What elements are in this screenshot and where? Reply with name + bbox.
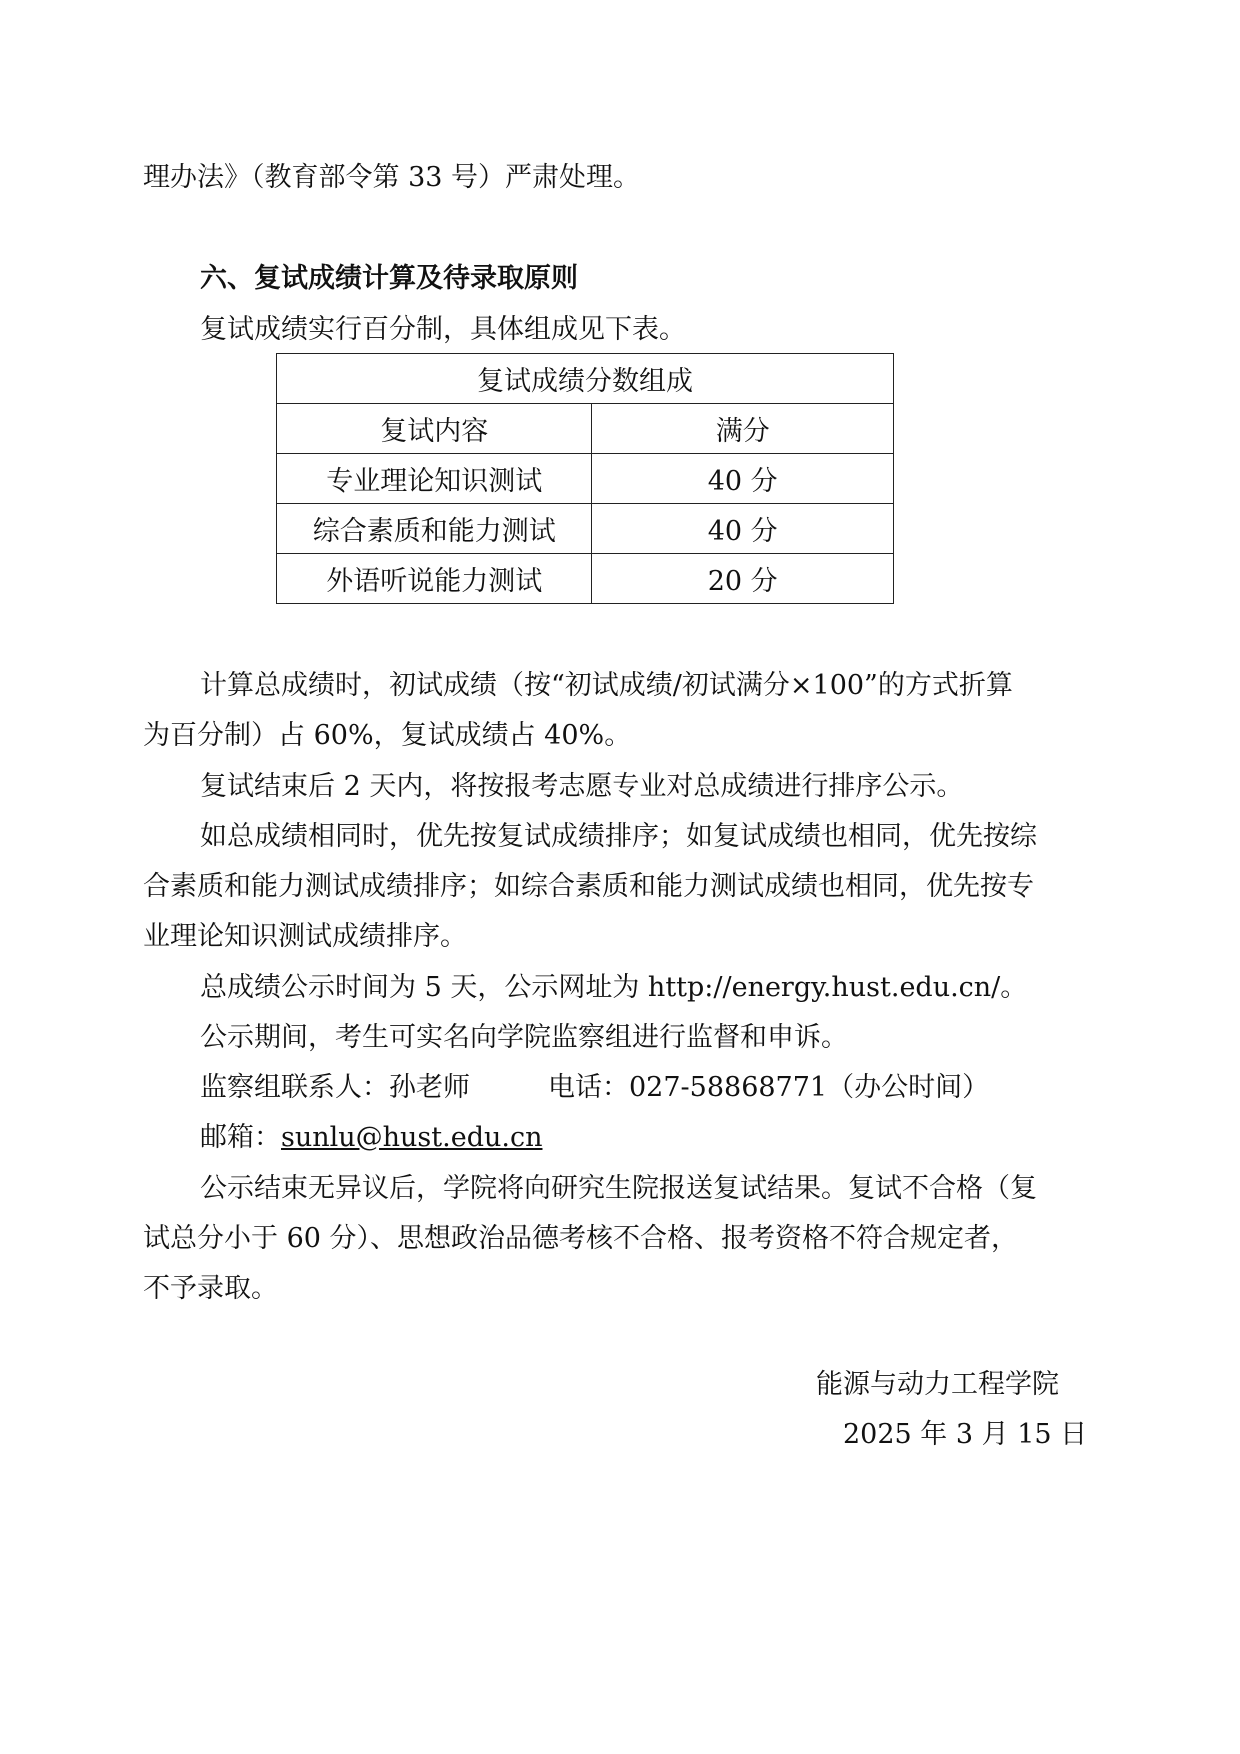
signature-org: 能源与动力工程学院 [816,1369,1059,1400]
row-content: 外语听说能力测试 [277,554,592,604]
contact-person: 监察组联系人：孙老师 [200,1072,470,1103]
contact-phone: 电话：027-58868771（办公时间） [548,1072,990,1103]
email-link[interactable]: sunlu@hust.edu.cn [281,1122,543,1153]
table-row [277,504,894,554]
row-score: 40 分 [592,504,894,554]
paragraph-continuation: 理办法》（教育部令第 33 号）严肃处理。 [143,162,641,193]
paragraph-admission: 公示结束无异议后，学院将向研究生院报送复试结果。复试不合格（复 [200,1173,1037,1204]
signature-date: 2025 年 3 月 15 日 [843,1419,1088,1450]
header-full-score: 满分 [592,404,894,454]
row-score: 40 分 [592,454,894,504]
table-row [277,554,894,604]
header-content: 复试内容 [277,404,592,454]
email-line [200,1120,542,1156]
paragraph-score-calc: 计算总成绩时，初试成绩（按“初试成绩/初试满分×100”的方式折算 [200,670,1013,701]
email-label: 邮箱： [200,1122,281,1153]
section-heading: 六、复试成绩计算及待录取原则 [200,263,578,294]
paragraph-tie-break: 合素质和能力测试成绩排序；如综合素质和能力测试成绩也相同，优先按专 [143,871,1034,902]
paragraph-ranking: 复试结束后 2 天内，将按报考志愿专业对总成绩进行排序公示。 [200,771,964,802]
paragraph-admission: 不予录取。 [143,1273,278,1304]
row-score: 20 分 [592,554,894,604]
table-header-row [277,404,894,454]
table-intro: 复试成绩实行百分制，具体组成见下表。 [200,314,686,345]
paragraph-score-calc: 为百分制）占 60%，复试成绩占 40%。 [143,720,632,751]
table-title: 复试成绩分数组成 [277,354,894,404]
score-composition-table [276,353,894,604]
paragraph-appeal: 公示期间，考生可实名向学院监察组进行监督和申诉。 [200,1022,848,1053]
row-content: 综合素质和能力测试 [277,504,592,554]
table-row [277,454,894,504]
row-content: 专业理论知识测试 [277,454,592,504]
paragraph-tie-break: 如总成绩相同时，优先按复试成绩排序；如复试成绩也相同，优先按综 [200,821,1037,852]
paragraph-publicity: 总成绩公示时间为 5 天，公示网址为 http://energy.hust.edu.cn/。 [200,972,1028,1003]
table-title-row [277,354,894,404]
paragraph-tie-break: 业理论知识测试成绩排序。 [143,921,467,952]
paragraph-admission: 试总分小于 60 分）、思想政治品德考核不合格、报考资格不符合规定者， [143,1223,1019,1254]
